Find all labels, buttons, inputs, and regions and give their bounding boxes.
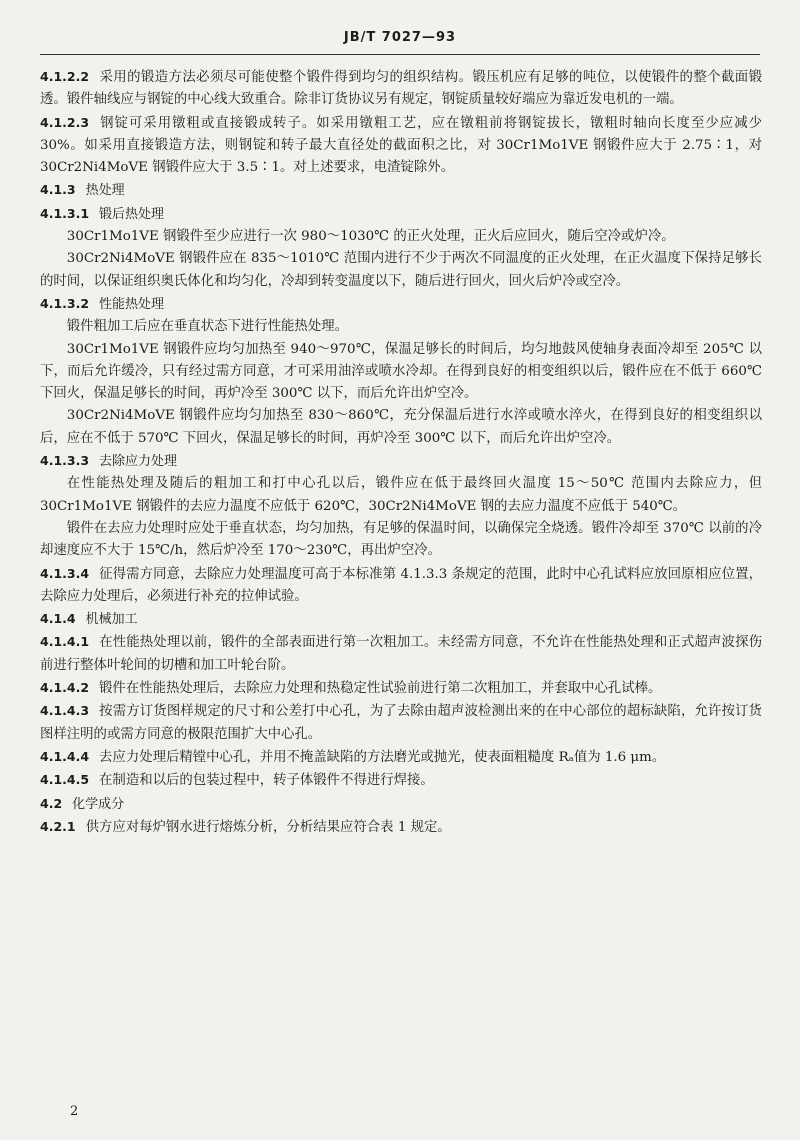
paragraph-text: 30Cr1Mo1VE 钢锻件应均匀加热至 940～970℃，保温足够长的时间后，均匀地鼓风使轴身表面冷却至 205℃ 以下，而后允许缓冷，只有经过需方同意，才可采用油淬或喷水冷却。在得到良好的相变组织以后，锻件应在不低于 660℃ 下回火，保温足够长的时间，再炉冷至 300℃ 以下，而后允许出炉空冷。	[40, 341, 762, 402]
paragraph-text: 去应力处理后精镗中心孔，并用不掩盖缺陷的方法磨光或抛光，使表面粗糙度 Rₐ值为 1.6 μm。	[99, 749, 666, 765]
paragraph-text: 征得需方同意，去除应力处理温度可高于本标准第 4.1.3.3 条规定的范围，此时中心孔试料应放回原相应位置，去除应力处理后，必须进行补充的拉伸试验。	[40, 566, 762, 604]
clause-number: 4.1.3.4	[40, 565, 90, 581]
paragraph	[40, 248, 762, 293]
document-body	[40, 66, 762, 839]
page-number: 2	[70, 1104, 79, 1119]
paragraph-text: 30Cr1Mo1VE 钢锻件至少应进行一次 980～1030℃ 的正火处理，正火后应回火，随后空冷或炉冷。	[66, 229, 675, 245]
section-heading	[40, 179, 762, 202]
paragraph-text: 30Cr2Ni4MoVE 钢锻件应在 835～1010℃ 范围内进行不少于两次不同温度的正火处理，在正火温度下保持足够长的时间，以保证组织奥氏体化和均匀化，冷却到转变温度以下，随后进行回火，回火后炉冷或空冷。	[40, 251, 762, 289]
clause-number: 4.1.4.3	[40, 703, 90, 719]
paragraph-text: 按需方订货图样规定的尺寸和公差打中心孔，为了去除由超声波检测出来的在中心部位的超标缺陷，允许按订货图样注明的或需方同意的极限范围扩大中心孔。	[40, 704, 762, 742]
clause-number: 4.1.3.2	[40, 295, 90, 311]
paragraph	[40, 339, 762, 406]
section-heading	[40, 793, 762, 816]
heading-text: 机械加工	[85, 612, 138, 628]
section-heading	[40, 450, 762, 473]
heading-text: 去除应力处理	[99, 454, 178, 470]
heading-text: 性能热处理	[99, 296, 165, 312]
paragraph	[40, 405, 762, 450]
paragraph	[40, 769, 762, 792]
paragraph	[40, 631, 762, 677]
header-rule	[40, 54, 760, 55]
clause-number: 4.2	[40, 795, 63, 811]
section-heading	[40, 293, 762, 316]
paragraph	[40, 226, 762, 248]
paragraph	[40, 112, 762, 180]
paragraph	[40, 677, 762, 700]
clause-number: 4.1.4.5	[40, 772, 90, 788]
paragraph-text: 锻件在性能热处理后，去除应力处理和热稳定性试验前进行第二次粗加工，并套取中心孔试棒。	[99, 681, 662, 697]
paragraph-text: 在制造和以后的包装过程中，转子体锻件不得进行焊接。	[99, 773, 434, 789]
heading-text: 热处理	[85, 183, 125, 199]
clause-number: 4.1.3.3	[40, 453, 90, 469]
paragraph	[40, 518, 762, 563]
paragraph-text: 采用的锻造方法必须尽可能使整个锻件得到均匀的组织结构。锻压机应有足够的吨位，以使锻件的整个截面锻透。锻件轴线应与钢锭的中心线大致重合。除非订货协议另有规定，钢锭质量较好端应为靠近发电机的一端。	[40, 70, 762, 108]
heading-text: 锻后热处理	[99, 206, 165, 222]
heading-text: 化学成分	[72, 796, 125, 812]
paragraph	[40, 700, 762, 746]
section-heading	[40, 203, 762, 226]
clause-number: 4.1.3	[40, 182, 76, 198]
paragraph	[40, 816, 762, 839]
paragraph-text: 供方应对每炉钢水进行熔炼分析，分析结果应符合表 1 规定。	[85, 819, 451, 835]
paragraph-text: 在性能热处理及随后的粗加工和打中心孔以后，锻件应在低于最终回火温度 15～50℃ 范围内去除应力，但 30Cr1Mo1VE 钢锻件的去应力温度不应低于 620℃，30Cr2Ni4MoVE 钢的去应力温度不应低于 540℃。	[40, 476, 762, 514]
paragraph	[40, 563, 762, 609]
paragraph-text: 在性能热处理以前，锻件的全部表面进行第一次粗加工。未经需方同意，不允许在性能热处理和正式超声波探伤前进行整体叶轮间的切槽和加工叶轮台阶。	[40, 635, 762, 673]
clause-number: 4.1.4.2	[40, 680, 90, 696]
paragraph-text: 锻件粗加工后应在垂直状态下进行性能热处理。	[66, 319, 348, 335]
section-heading	[40, 608, 762, 631]
page-header: JB/T 7027—93	[343, 30, 457, 45]
clause-number: 4.1.3.1	[40, 205, 90, 221]
paragraph	[40, 473, 762, 518]
clause-number: 4.1.2.2	[40, 69, 90, 84]
clause-number: 4.1.2.3	[40, 114, 90, 130]
paragraph-text: 30Cr2Ni4MoVE 钢锻件应均匀加热至 830～860℃，充分保温后进行水淬或喷水淬火，在得到良好的相变组织以后，应在不低于 570℃ 下回火，保温足够长的时间，再炉冷至 300℃ 以下，而后允许出炉空冷。	[40, 408, 762, 446]
paragraph	[40, 746, 762, 769]
clause-number: 4.1.4.4	[40, 748, 90, 764]
paragraph	[40, 316, 762, 338]
paragraph-text: 锻件在去应力处理时应处于垂直状态，均匀加热，有足够的保温时间，以确保完全烧透。锻件冷却至 370℃ 以前的冷却速度应不大于 15℃/h，然后炉冷至 170～230℃，再出炉空冷。	[40, 520, 762, 559]
paragraph-text: 钢锭可采用镦粗或直接锻成转子。如采用镦粗工艺，应在镦粗前将钢锭拔长，镦粗时轴向长度至少应减少 30%。如采用直接锻造方法，则钢锭和转子最大直径处的截面积之比，对 30Cr1Mo1VE 钢锻件应大于 2.75∶1，对 30Cr2Ni4MoVE 钢锻件应大于 3.5∶1。对上述要求，电渣锭除外。	[40, 115, 762, 176]
clause-number: 4.1.4.1	[40, 634, 90, 650]
clause-number: 4.2.1	[40, 818, 76, 834]
clause-number: 4.1.4	[40, 611, 76, 627]
paragraph	[40, 66, 762, 112]
